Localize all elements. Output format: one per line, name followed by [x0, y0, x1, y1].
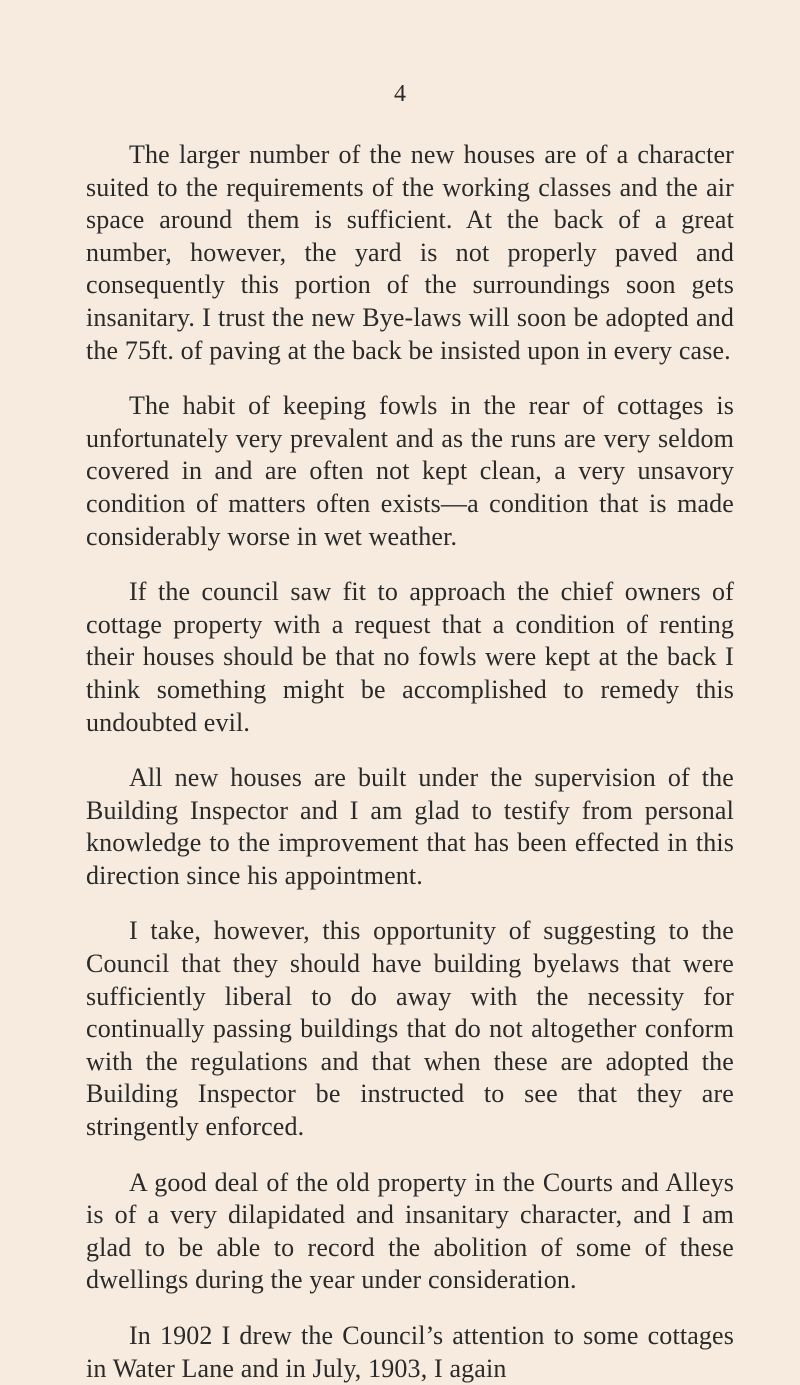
paragraph: In 1902 I drew the Council’s attention to some cottages in Water Lane and in July, 1903, I again [86, 1321, 734, 1383]
paragraph: All new houses are built under the supervision of the Building Inspector and I am glad to testify from personal knowledge to the improvement that has been effected in this direction since his appointment. [86, 763, 734, 890]
paragraph: A good deal of the old property in the Courts and Alleys is of a very dilapidated and insanitary character, and I am glad to be able to record the abolition of some of these dwellings during the year under consideration. [86, 1167, 734, 1295]
body-text [86, 139, 734, 1385]
paragraph: The habit of keeping fowls in the rear of cottages is unfortunately very prevalent and as the runs are very seldom covered in and are often not kept clean, a very unsavory condition of matters often exists—a condition that is made considerably worse in wet weather. [86, 391, 734, 551]
page-number: 4 [394, 81, 406, 107]
paragraph: I take, however, this opportunity of suggesting to the Council that they should have building byelaws that were sufficiently liberal to do away with the necessity for continually passing buildings that do not altogether conform with the regulations and that when these are adopted the Building Inspector be instructed to see that they are stringently enforced. [86, 916, 734, 1142]
paragraph: The larger number of the new houses are of a character suited to the requirements of the working classes and the air space around them is sufficient. At the back of a great number, however, the yard is not properly paved and consequently this portion of the surroundings soon gets insanitary. I trust the new Bye-laws will soon be adopted and the 75ft. of paving at the back be insisted upon in every case. [86, 140, 734, 365]
paragraph: If the council saw fit to approach the chief owners of cottage property with a request that a condition of renting their houses should be that no fowls were kept at the back I think something might be accomplished to remedy this undoubted evil. [86, 577, 734, 737]
